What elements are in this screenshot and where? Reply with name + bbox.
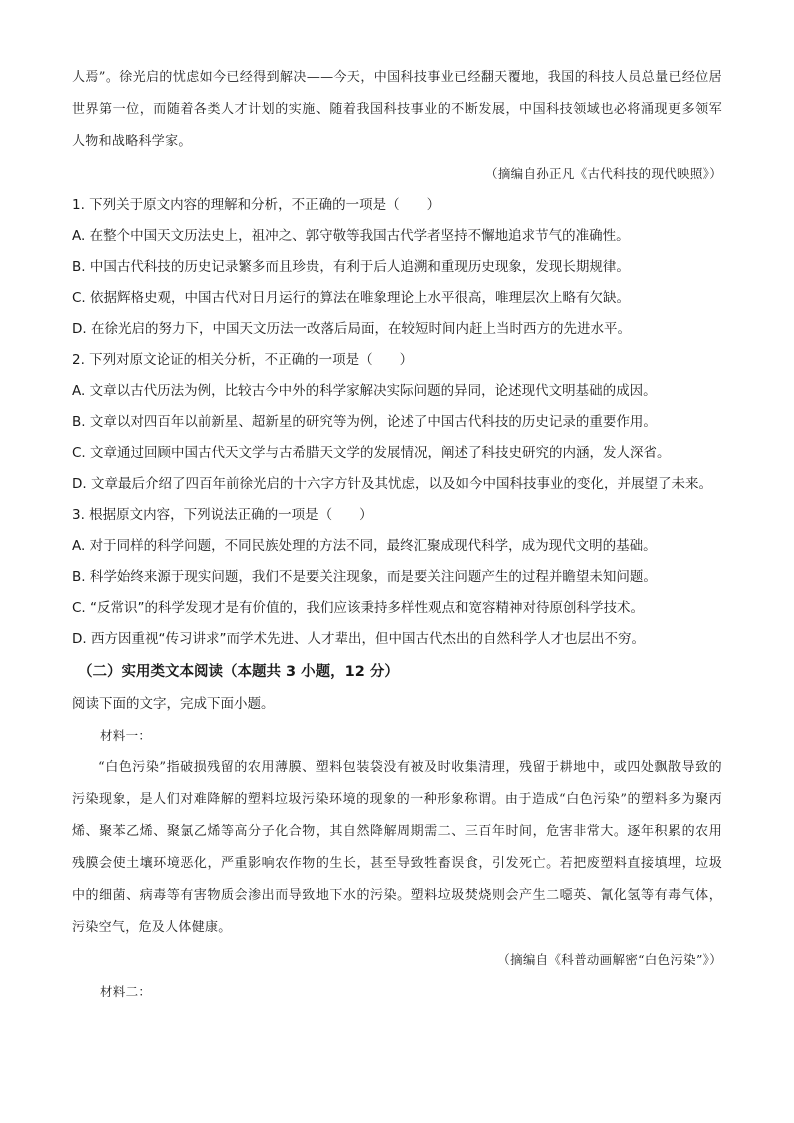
material-2-label: 材料二： xyxy=(100,984,152,999)
question-stem: 3. 根据原文内容，下列说法正确的一项是（ ） xyxy=(72,507,373,523)
question-stem: 1. 下列关于原文内容的理解和分析，不正确的一项是（ ） xyxy=(72,197,441,213)
passage-source: （摘编自孙正凡《古代科技的现代映照》） xyxy=(485,166,722,181)
passage-continuation: 人焉”。徐光启的忧虑如今已经得到解决——今天，中国科技事业已经翻天覆地，我国的科技人员总量已经位居世界第一位，而随着各类人才计划的实施、随着我国科技事业的不断发展，中国科技领域也必将涌现更多领军人物和战略科学家。 xyxy=(72,70,722,149)
exam-page xyxy=(72,62,722,1008)
section-instruction: 阅读下面的文字，完成下面小题。 xyxy=(72,696,275,712)
option-b: B. 科学始终来源于现实问题，我们不是要关注现象，而是要关注问题产生的过程并瞻望未知问题。 xyxy=(72,569,657,585)
material-1-source: （摘编自《科普动画解密“白色污染”》） xyxy=(497,952,722,967)
material-1-text: “白色污染”指破损残留的农用薄膜、塑料包装袋没有被及时收集清理，残留于耕地中，或四处飘散导致的污染现象，是人们对难降解的塑料垃圾污染环境的现象的一种形象称谓。由于造成“白色污染”的塑料多为聚丙烯、聚苯乙烯、聚氯乙烯等高分子化合物，其自然降解周期需二、三百年时间，危害非常大。逐年积累的农用残膜会使土壤环境恶化，严重影响农作物的生长，甚至导致牲畜误食，引发死亡。若把废塑料直接填埋，垃圾中的细菌、病毒等有害物质会渗出而导致地下水的污染。塑料垃圾焚烧则会产生二噁英、氰化氢等有毒气体，污染空气，危及人体健康。 xyxy=(72,760,722,935)
option-c: C. “反常识”的科学发现才是有价值的，我们应该秉持多样性观点和宽容精神对待原创科学技术。 xyxy=(72,600,644,616)
option-a: A. 在整个中国天文历法史上，祖冲之、郭守敬等我国古代学者坚持不懈地追求节气的准确性。 xyxy=(72,228,630,244)
question-2 xyxy=(72,345,722,500)
option-b: B. 中国古代科技的历史记录繁多而且珍贵，有利于后人追溯和重现历史现象，发现长期规律。 xyxy=(72,259,630,275)
section-heading: （二）实用类文本阅读（本题共 3 小题，12 分） xyxy=(78,664,399,680)
option-d: D. 在徐光启的努力下，中国天文历法一改落后局面，在较短时间内赶上当时西方的先进水平。 xyxy=(72,321,631,337)
question-3 xyxy=(72,500,722,655)
option-d: D. 文章最后介绍了四百年前徐光启的十六字方针及其忧虑，以及如今中国科技事业的变化，并展望了未来。 xyxy=(72,476,712,492)
option-a: A. 对于同样的科学问题，不同民族处理的方法不同，最终汇聚成现代科学，成为现代文明的基础。 xyxy=(72,538,657,554)
option-d: D. 西方因重视“传习讲求”而学术先进、人才辈出，但中国古代杰出的自然科学人才也层出不穷。 xyxy=(72,631,645,647)
material-1-label: 材料一： xyxy=(100,728,152,743)
option-c: C. 依据辉格史观，中国古代对日月运行的算法在唯象理论上水平很高，唯理层次上略有欠缺。 xyxy=(72,290,631,306)
question-stem: 2. 下列对原文论证的相关分析，不正确的一项是（ ） xyxy=(72,352,414,368)
option-a: A. 文章以古代历法为例，比较古今中外的科学家解决实际问题的异同，论述现代文明基础的成因。 xyxy=(72,383,657,399)
question-1 xyxy=(72,190,722,345)
option-c: C. 文章通过回顾中国古代天文学与古希腊天文学的发展情况，阐述了科技史研究的内涵，发人深省。 xyxy=(72,445,671,461)
option-b: B. 文章以对四百年以前新星、超新星的研究等为例，论述了中国古代科技的历史记录的重要作用。 xyxy=(72,414,657,430)
